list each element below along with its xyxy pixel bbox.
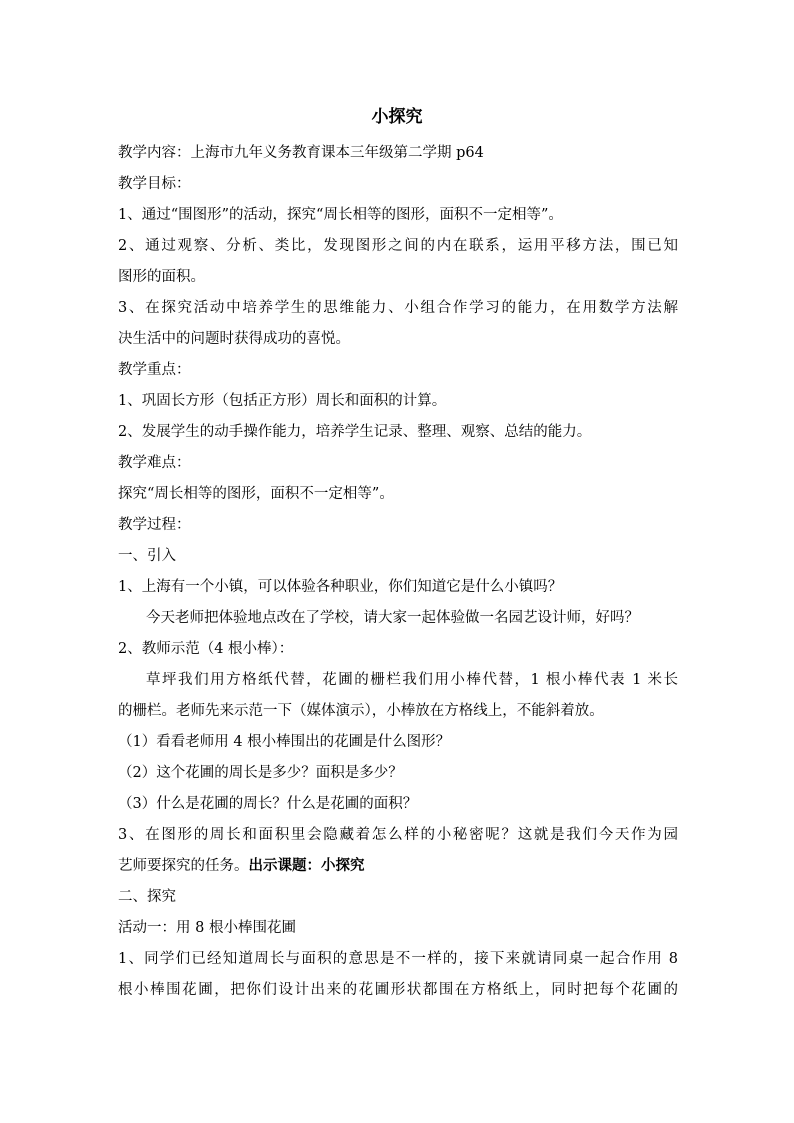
intro-item-3-text: 艺师要探究的任务。 — [118, 858, 249, 874]
activity-1-line-1: 1、同学们已经知道周长与面积的意思是不一样的，接下来就请同桌一起合作用 8 — [118, 951, 678, 967]
intro-item-1-detail: 今天老师把体验地点改在了学校，请大家一起体验做一名园艺设计师，好吗？ — [146, 610, 639, 626]
question-2: （2）这个花圃的周长是多少？面积是多少？ — [118, 765, 403, 781]
question-3: （3）什么是花圃的周长？什么是花圃的面积？ — [118, 796, 418, 812]
topic-announcement: 出示课题：小探究 — [248, 857, 365, 874]
key-point-1: 1、巩固长方形（包括正方形）周长和面积的计算。 — [118, 393, 447, 409]
section-intro-heading: 一、引入 — [118, 548, 176, 564]
intro-item-3-line-1: 3、在图形的周长和面积里会隐藏着怎么样的小秘密呢？这就是我们今天作为园 — [118, 827, 678, 843]
key-point-2: 2、发展学生的动手操作能力，培养学生记录、整理、观察、总结的能力。 — [118, 424, 592, 440]
intro-item-2-detail-line-1: 草坪我们用方格纸代替，花圃的栅栏我们用小棒代替，1 根小棒代表 1 米长 — [146, 672, 678, 688]
objective-2-line-2: 图形的面积。 — [118, 269, 205, 285]
activity-1-heading: 活动一：用 8 根小棒围花圃 — [118, 920, 296, 936]
intro-item-3-line-2 — [118, 854, 365, 878]
intro-item-2-detail-line-2: 的栅栏。老师先来示范一下（媒体演示），小棒放在方格线上，不能斜着放。 — [118, 703, 604, 719]
difficulty-1: 探究“周长相等的图形，面积不一定相等”。 — [118, 486, 394, 502]
objective-3-line-1: 3、在探究活动中培养学生的思维能力、小组合作学习的能力，在用数学方法解 — [118, 300, 678, 316]
page-title: 小探究 — [371, 107, 423, 127]
activity-1-line-2: 根小棒围花圃，把你们设计出来的花圃形状都围在方格纸上，同时把每个花圃的 — [118, 982, 678, 998]
section-explore-heading: 二、探究 — [118, 889, 176, 905]
objective-1: 1、通过“围图形”的活动，探究“周长相等的图形，面积不一定相等”。 — [118, 207, 563, 223]
difficulties-heading: 教学难点： — [118, 455, 191, 471]
objective-3-line-2: 决生活中的问题时获得成功的喜悦。 — [118, 331, 350, 347]
objective-2-line-1: 2、通过观察、分析、类比，发现图形之间的内在联系，运用平移方法，围已知 — [118, 238, 678, 254]
process-heading: 教学过程： — [118, 517, 191, 533]
question-1: （1）看看老师用 4 根小棒围出的花圃是什么图形？ — [118, 734, 451, 750]
objectives-heading: 教学目标： — [118, 176, 191, 192]
key-points-heading: 教学重点： — [118, 362, 191, 378]
teaching-content: 教学内容：上海市九年义务教育课本三年级第二学期 p64 — [118, 145, 484, 161]
intro-item-2: 2、教师示范（4 根小棒）： — [118, 641, 294, 657]
intro-item-1: 1、上海有一个小镇，可以体验各种职业，你们知道它是什么小镇吗？ — [118, 579, 563, 595]
